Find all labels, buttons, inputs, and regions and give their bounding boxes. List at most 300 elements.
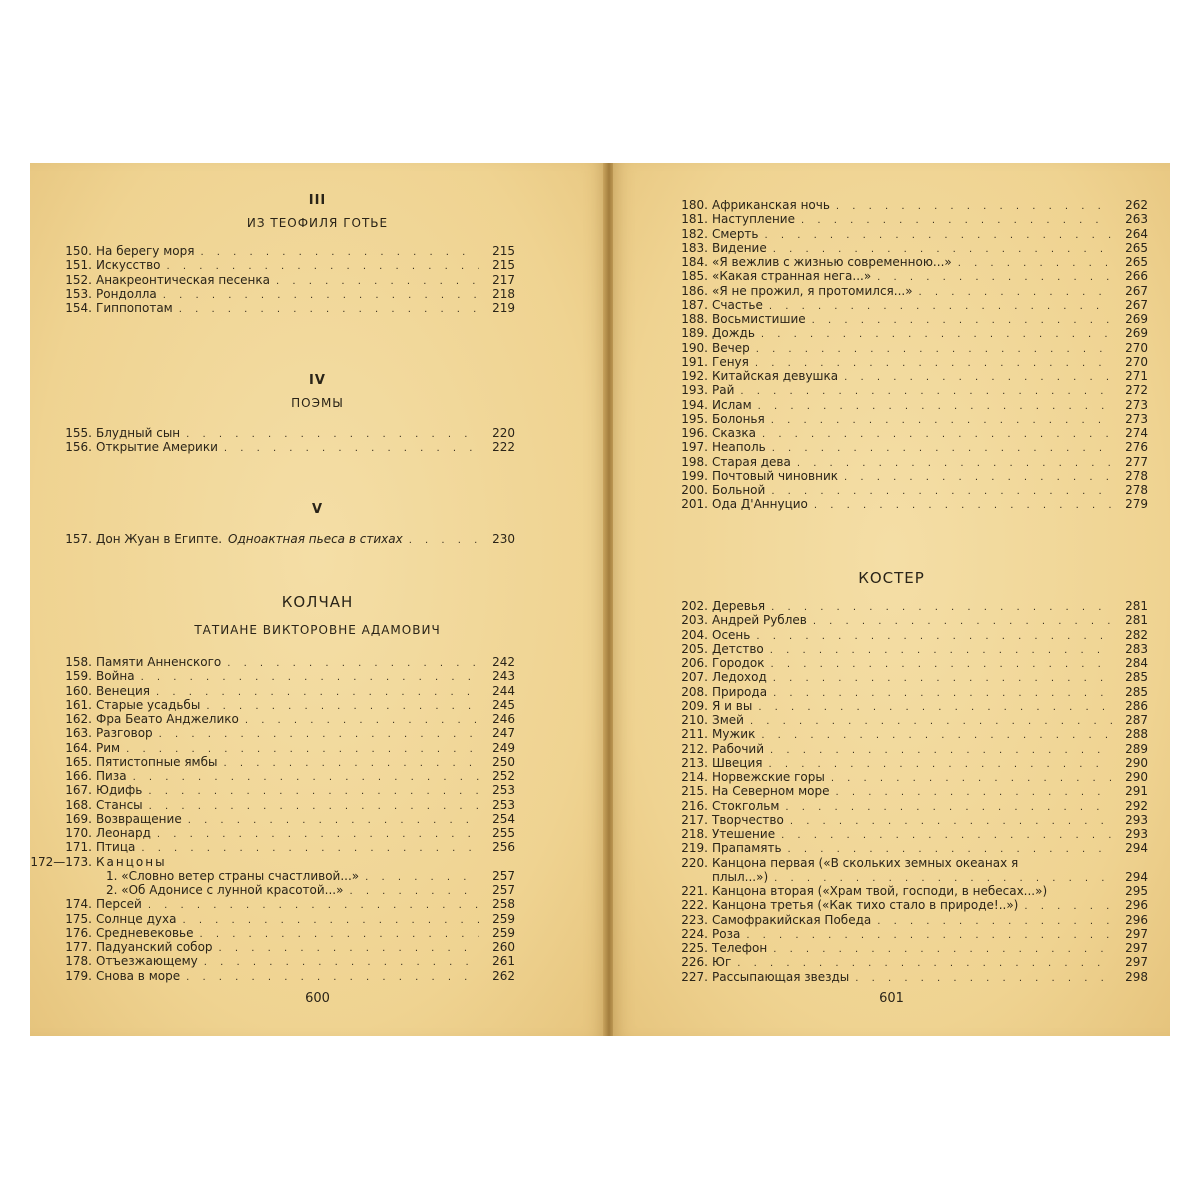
entry-page: 230	[492, 532, 515, 546]
entry-number: 177.	[65, 940, 92, 954]
entry-page: 256	[492, 840, 515, 855]
toc-entry	[30, 783, 515, 797]
entry-number: 196.	[681, 426, 708, 440]
entry-number: 193.	[681, 383, 708, 398]
entry-page: 292	[1125, 798, 1148, 813]
entry-number: 171.	[65, 840, 92, 855]
toc-entry	[613, 784, 1148, 798]
toc-entry	[613, 497, 1148, 511]
toc-entry	[613, 799, 1148, 813]
entry-title: На Северном море	[712, 784, 830, 799]
entry-number: 206.	[681, 656, 708, 670]
entry-page: 281	[1125, 599, 1148, 613]
toc-entry	[30, 258, 515, 272]
entry-number: 155.	[65, 426, 92, 440]
entry-title: Ледоход	[712, 670, 767, 685]
toc-list	[30, 532, 515, 546]
entry-page: 262	[1125, 198, 1148, 212]
entry-number: 181.	[681, 212, 708, 227]
toc-entry	[30, 712, 515, 726]
entry-title: На берегу моря	[96, 244, 195, 258]
entry-title: Творчество	[712, 812, 784, 827]
toc-entry	[30, 698, 515, 712]
entry-title: Ода Д'Аннуцио	[712, 497, 808, 512]
entry-number: 174.	[65, 897, 92, 912]
entry-page: 253	[492, 797, 515, 812]
toc-entry	[30, 812, 515, 826]
toc-entry	[613, 455, 1148, 469]
toc-entry	[613, 856, 1148, 870]
toc-entry	[30, 684, 515, 698]
entry-number: 152.	[65, 272, 92, 287]
entry-page: 277	[1125, 454, 1148, 469]
section-roman-numeral: V	[311, 502, 324, 517]
entry-number: 166.	[65, 769, 92, 783]
entry-number: 184.	[681, 255, 708, 269]
toc-entry	[613, 241, 1148, 255]
entry-title: Старая дева	[712, 454, 791, 469]
entry-title: Отъезжающему	[96, 954, 198, 969]
entry-page: 269	[1125, 312, 1148, 326]
entry-page: 279	[1125, 497, 1148, 512]
entry-title: Искусство	[96, 258, 161, 273]
toc-entry	[613, 827, 1148, 841]
entry-title: Счастье	[712, 297, 763, 312]
toc-entry	[30, 301, 515, 315]
entry-title: Стокгольм	[712, 798, 780, 813]
entry-number: 189.	[681, 326, 708, 341]
entry-title: Птица	[96, 840, 136, 855]
entry-page: 286	[1125, 698, 1148, 713]
entry-title: Ислам	[712, 397, 752, 412]
entry-page: 259	[492, 911, 515, 926]
entry-page: 220	[492, 426, 515, 440]
entry-number: 178.	[65, 954, 92, 969]
entry-number: 185.	[681, 269, 708, 284]
entry-number: 218.	[681, 827, 708, 841]
entry-title: Я и вы	[712, 698, 753, 713]
toc-entry	[613, 742, 1148, 756]
entry-title: Мужик	[712, 727, 756, 742]
toc-entry	[30, 954, 515, 968]
entry-number: 165.	[65, 754, 92, 769]
entry-title: Норвежские горы	[712, 770, 825, 784]
entry-page: 267	[1125, 283, 1148, 298]
toc-entry	[30, 855, 515, 869]
entry-page: 297	[1125, 941, 1148, 955]
entry-title: Старые усадьбы	[96, 697, 201, 712]
entry-title: Природа	[712, 684, 768, 699]
toc-entry	[613, 440, 1148, 454]
dedication: ТАТИАНЕ ВИКТОРОВНЕ АДАМОВИЧ	[194, 623, 441, 637]
entry-title: Возвращение	[96, 811, 182, 826]
entry-number: 172—173.	[30, 854, 92, 869]
entry-number: 225.	[681, 941, 708, 955]
toc-entry	[613, 284, 1148, 298]
entry-number: 226.	[681, 955, 708, 970]
entry-title: Канцоны	[96, 854, 167, 869]
entry-title: Утешение	[712, 827, 776, 841]
toc-entry	[613, 884, 1148, 898]
entry-title: Рассыпающая звезды	[712, 969, 850, 984]
toc-entry	[613, 298, 1148, 312]
entry-page: 290	[1125, 755, 1148, 770]
entry-number: 151.	[65, 258, 92, 273]
entry-page: 272	[1125, 383, 1148, 398]
entry-page: 284	[1125, 656, 1148, 670]
entry-number: 199.	[681, 468, 708, 483]
toc-entry	[30, 655, 515, 669]
toc-entry	[30, 912, 515, 926]
entry-page: 296	[1125, 898, 1148, 913]
entry-page: 259	[492, 925, 515, 940]
toc-entry	[30, 244, 515, 258]
toc-entry	[613, 198, 1148, 212]
entry-title: Дон Жуан в Египте.	[96, 532, 223, 546]
entry-title: Роза	[712, 926, 741, 941]
toc-list	[30, 244, 515, 315]
toc-entry	[30, 532, 515, 546]
right-page	[613, 163, 1170, 1036]
entry-page: 264	[1125, 226, 1148, 241]
dot-leader	[224, 442, 479, 456]
entry-page: 242	[492, 655, 515, 669]
entry-page: 267	[1125, 297, 1148, 312]
toc-entry	[30, 926, 515, 940]
entry-title: 2. «Об Адонисе с лунной красотой...»	[106, 883, 344, 897]
entry-title: Канцона вторая («Храм твой, господи, в небесах...»)	[712, 884, 1048, 898]
entry-page: 245	[492, 697, 515, 712]
entry-title: 1. «Словно ветер страны счастливой...»	[106, 868, 360, 883]
toc-entry	[613, 483, 1148, 497]
entry-page: 295	[1125, 884, 1148, 898]
entry-title: Фра Беато Анджелико	[96, 712, 239, 726]
toc-entry	[613, 841, 1148, 855]
toc-entry	[613, 469, 1148, 483]
entry-title: Городок	[712, 656, 765, 670]
toc-entry	[613, 341, 1148, 355]
toc-entry	[30, 869, 515, 883]
entry-page: 250	[492, 754, 515, 769]
entry-number: 160.	[65, 683, 92, 698]
toc-entry	[613, 628, 1148, 642]
toc-entry	[30, 669, 515, 683]
entry-page: 265	[1125, 240, 1148, 255]
toc-entry	[613, 326, 1148, 340]
entry-page: 290	[1125, 770, 1148, 784]
entry-number: 214.	[681, 770, 708, 784]
entry-page: 215	[492, 244, 515, 258]
entry-page: 271	[1125, 369, 1148, 383]
entry-title: Памяти Анненского	[96, 655, 222, 669]
dot-leader	[814, 499, 1112, 513]
toc-entry	[613, 927, 1148, 941]
entry-page: 265	[1125, 255, 1148, 269]
toc-entry	[613, 212, 1148, 226]
entry-title: Сказка	[712, 426, 756, 440]
entry-number: 170.	[65, 826, 92, 840]
entry-title: Стансы	[96, 797, 143, 812]
entry-number: 153.	[65, 286, 92, 301]
entry-title: Андрей Рублев	[712, 613, 807, 628]
toc-entry	[613, 383, 1148, 397]
entry-title: «Я вежлив с жизнью современною...»	[712, 255, 952, 269]
entry-title: Швеция	[712, 755, 763, 770]
entry-title: Юг	[712, 955, 732, 970]
entry-number: 176.	[65, 925, 92, 940]
entry-title: Средневековье	[96, 925, 194, 940]
page-number: 601	[879, 991, 904, 1006]
entry-title: Гиппопотам	[96, 301, 173, 315]
toc-entry	[30, 769, 515, 783]
entry-page: 260	[492, 940, 515, 954]
section-heading: ИЗ ТЕОФИЛЯ ГОТЬЕ	[246, 216, 389, 230]
entry-page: 246	[492, 712, 515, 726]
toc-entry	[30, 426, 515, 440]
toc-entry	[30, 440, 515, 454]
entry-number: 209.	[681, 698, 708, 713]
toc-entry	[613, 599, 1148, 613]
entry-title: Разговор	[96, 726, 153, 741]
entry-number: 179.	[65, 968, 92, 983]
entry-number: 216.	[681, 798, 708, 813]
entry-title: Персей	[96, 897, 142, 912]
entry-page: 274	[1125, 426, 1148, 440]
entry-title: Неаполь	[712, 440, 766, 455]
entry-title: Наступление	[712, 212, 795, 227]
book-title: КОСТЕР	[858, 569, 925, 587]
entry-page: 253	[492, 783, 515, 798]
toc-list	[613, 599, 1148, 984]
entry-title: Леонард	[96, 826, 151, 840]
toc-entry	[613, 613, 1148, 627]
entry-number: 164.	[65, 740, 92, 755]
entry-number: 186.	[681, 283, 708, 298]
section-roman-numeral: IV	[309, 373, 326, 388]
toc-entry	[613, 756, 1148, 770]
entry-number: 154.	[65, 301, 92, 315]
entry-page: 263	[1125, 212, 1148, 227]
entry-number: 180.	[681, 198, 708, 212]
toc-entry	[613, 898, 1148, 912]
entry-page: 283	[1125, 641, 1148, 656]
entry-number: 187.	[681, 297, 708, 312]
entry-number: 224.	[681, 926, 708, 941]
entry-number: 188.	[681, 312, 708, 326]
toc-list	[613, 198, 1148, 512]
entry-title: Открытие Америки	[96, 440, 218, 455]
entry-number: 223.	[681, 912, 708, 927]
toc-entry	[613, 727, 1148, 741]
entry-page: 273	[1125, 411, 1148, 426]
entry-page: 282	[1125, 627, 1148, 642]
entry-title: Осень	[712, 627, 751, 642]
entry-number: 194.	[681, 397, 708, 412]
toc-entry	[613, 642, 1148, 656]
entry-number: 220.	[681, 855, 708, 870]
entry-number: 195.	[681, 411, 708, 426]
entry-page: 270	[1125, 354, 1148, 369]
entry-page: 281	[1125, 613, 1148, 628]
entry-number: 221.	[681, 884, 708, 898]
entry-number: 161.	[65, 697, 92, 712]
entry-title: Деревья	[712, 599, 766, 613]
entry-page: 249	[492, 740, 515, 755]
entry-number: 200.	[681, 483, 708, 497]
entry-page: 243	[492, 669, 515, 684]
entry-page: 287	[1125, 713, 1148, 727]
toc-entry	[613, 355, 1148, 369]
entry-title: Рондолла	[96, 286, 157, 301]
entry-page: 297	[1125, 926, 1148, 941]
toc-entry	[613, 398, 1148, 412]
entry-page: 289	[1125, 741, 1148, 756]
entry-page: 297	[1125, 955, 1148, 970]
entry-page: 273	[1125, 397, 1148, 412]
entry-title: Блудный сын	[96, 426, 181, 440]
entry-page: 262	[492, 968, 515, 983]
entry-title: Анакреонтическая песенка	[96, 272, 270, 287]
entry-page: 258	[492, 897, 515, 912]
entry-title: Венеция	[96, 683, 151, 698]
entry-title: Самофракийская Победа	[712, 912, 872, 927]
entry-title: Вечер	[712, 340, 750, 355]
book-title: КОЛЧАН	[281, 593, 354, 611]
entry-page: 218	[492, 286, 515, 301]
entry-page: 215	[492, 258, 515, 273]
section-roman-numeral: III	[308, 193, 327, 208]
entry-title: Африканская ночь	[712, 198, 830, 212]
toc-entry	[30, 840, 515, 854]
entry-number: 182.	[681, 226, 708, 241]
toc-entry	[613, 227, 1148, 241]
entry-title: Рим	[96, 740, 121, 755]
entry-page: 261	[492, 954, 515, 969]
toc-entry	[613, 941, 1148, 955]
entry-title: Юдифь	[96, 783, 143, 798]
entry-title: Смерть	[712, 226, 759, 241]
entry-number: 168.	[65, 797, 92, 812]
entry-page: 278	[1125, 483, 1148, 497]
entry-title: Пятистопные ямбы	[96, 754, 218, 769]
toc-entry	[613, 713, 1148, 727]
entry-title: Почтовый чиновник	[712, 468, 838, 483]
entry-title: Рай	[712, 383, 735, 398]
entry-page: 293	[1125, 827, 1148, 841]
toc-entry	[30, 969, 515, 983]
entry-page: 219	[492, 301, 515, 315]
toc-entry	[613, 656, 1148, 670]
entry-number: 192.	[681, 369, 708, 383]
entry-title: Падуанский собор	[96, 940, 213, 954]
entry-page: 244	[492, 683, 515, 698]
toc-entry	[613, 255, 1148, 269]
entry-number: 227.	[681, 969, 708, 984]
entry-title: Китайская девушка	[712, 369, 839, 383]
entry-title: Болонья	[712, 411, 765, 426]
entry-title: Змей	[712, 713, 744, 727]
entry-title: Канцона первая («В скольких земных океанах я	[712, 855, 1019, 870]
toc-entry	[613, 955, 1148, 969]
entry-title: Снова в море	[96, 968, 181, 983]
toc-entry	[613, 426, 1148, 440]
page-number: 600	[305, 991, 330, 1006]
toc-entry	[613, 369, 1148, 383]
toc-entry	[30, 798, 515, 812]
entry-number: 217.	[681, 812, 708, 827]
toc-list	[30, 655, 515, 983]
entry-number: 204.	[681, 627, 708, 642]
entry-page: 269	[1125, 326, 1148, 341]
entry-page: 217	[492, 272, 515, 287]
toc-entry	[30, 726, 515, 740]
entry-number: 203.	[681, 613, 708, 628]
entry-number: 213.	[681, 755, 708, 770]
entry-page: 296	[1125, 912, 1148, 927]
entry-page: 254	[492, 811, 515, 826]
entry-title: Рабочий	[712, 741, 765, 756]
entry-number: 219.	[681, 841, 708, 856]
entry-number: 197.	[681, 440, 708, 455]
toc-entry	[30, 826, 515, 840]
toc-entry	[613, 699, 1148, 713]
entry-number: 201.	[681, 497, 708, 512]
entry-title: «Какая странная нега...»	[712, 269, 872, 284]
entry-page: 294	[1125, 841, 1148, 856]
entry-number: 169.	[65, 811, 92, 826]
entry-page: 266	[1125, 269, 1148, 284]
entry-title: Восьмистишие	[712, 312, 806, 326]
entry-page: 294	[1125, 869, 1148, 884]
entry-page: 257	[492, 868, 515, 883]
toc-entry	[613, 870, 1148, 884]
entry-page: 285	[1125, 684, 1148, 699]
entry-page: 291	[1125, 784, 1148, 799]
entry-page: 247	[492, 726, 515, 741]
toc-entry	[613, 312, 1148, 326]
toc-entry	[30, 940, 515, 954]
section-heading: ПОЭМЫ	[291, 396, 344, 410]
entry-page: 293	[1125, 812, 1148, 827]
entry-title: Генуя	[712, 354, 749, 369]
entry-title: Пиза	[96, 769, 127, 783]
entry-page: 252	[492, 769, 515, 783]
toc-entry	[613, 412, 1148, 426]
entry-title: «Я не прожил, я протомился...»	[712, 283, 913, 298]
entry-page: 222	[492, 440, 515, 455]
entry-number: 163.	[65, 726, 92, 741]
toc-entry	[30, 287, 515, 301]
entry-number: 207.	[681, 670, 708, 685]
entry-title: Телефон	[712, 941, 768, 955]
entry-title: Видение	[712, 240, 767, 255]
entry-title: Прапамять	[712, 841, 782, 856]
dot-leader	[855, 972, 1112, 986]
dot-leader	[409, 534, 479, 548]
entry-page: 257	[492, 883, 515, 897]
dot-leader	[179, 303, 479, 317]
toc-entry	[613, 813, 1148, 827]
entry-number: 202.	[681, 599, 708, 613]
entry-page: 270	[1125, 340, 1148, 355]
toc-entry	[30, 897, 515, 911]
toc-entry	[30, 741, 515, 755]
toc-entry	[613, 670, 1148, 684]
toc-entry	[30, 755, 515, 769]
entry-page: 285	[1125, 670, 1148, 685]
entry-number: 222.	[681, 898, 708, 913]
toc-entry	[613, 970, 1148, 984]
